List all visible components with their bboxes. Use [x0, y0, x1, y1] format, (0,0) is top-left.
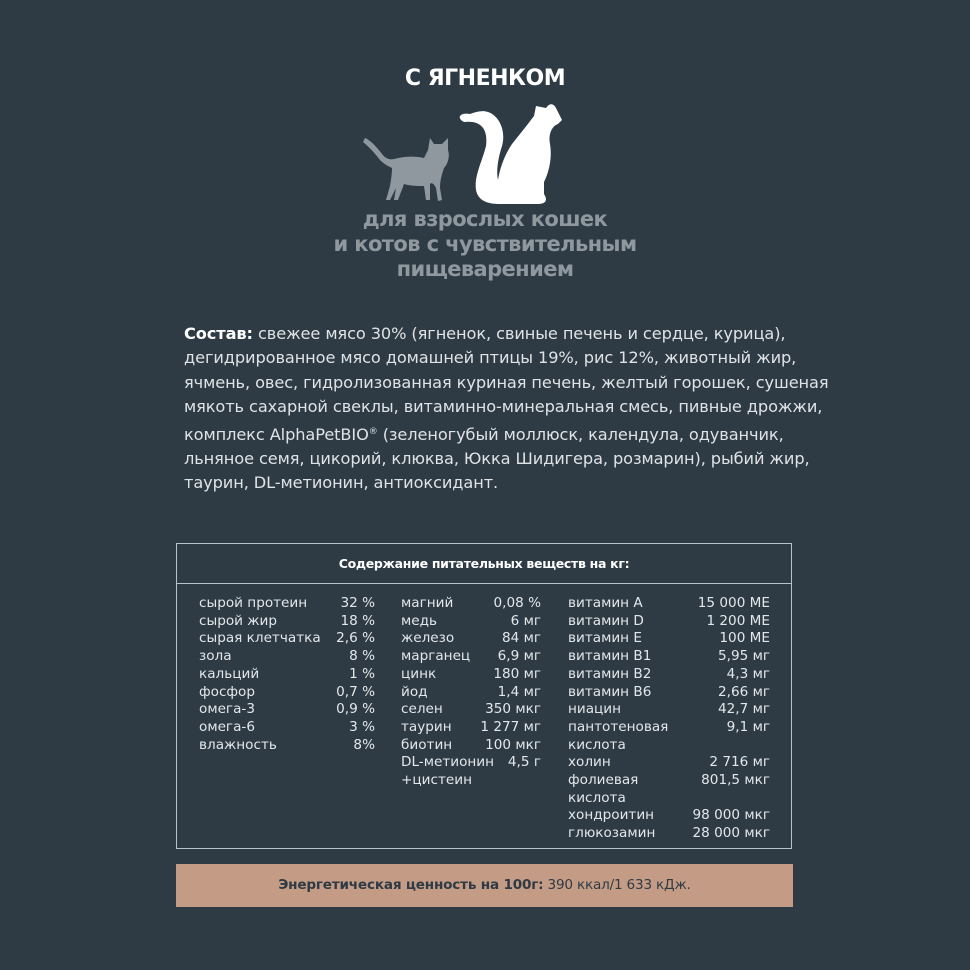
- nutrient-value: 1 %: [349, 665, 375, 682]
- composition-line: ячмень, овес, гидролизованная куриная печень, желтый горошек, сушеная: [184, 372, 829, 392]
- nutrient-name: DL-метионин: [401, 754, 495, 771]
- composition-line: [184, 420, 804, 447]
- nutrient-name: витамин А: [568, 595, 643, 611]
- nutrient-name: витамин Е: [568, 630, 642, 647]
- nutrient-row: [401, 613, 541, 631]
- nutrient-row: [199, 648, 375, 666]
- nutrient-value: 6,9 мг: [497, 648, 541, 665]
- composition-line-text: (зеленогубый моллюск, календула, одуванчик,: [377, 424, 784, 444]
- nutrient-name: биотин: [401, 736, 453, 753]
- nutrient-name: медь: [401, 612, 438, 629]
- product-subtitle: [0, 207, 970, 282]
- kitten-silhouette-icon: [363, 138, 449, 201]
- nutrients-table-title: Содержание питательных веществ на кг:: [177, 544, 791, 584]
- nutrient-value: 0,7 %: [336, 683, 375, 700]
- nutrient-row: [401, 737, 541, 755]
- nutrient-name: сырой жир: [199, 612, 278, 629]
- nutrient-name: витамин В2: [568, 665, 652, 682]
- nutrient-value: 0,9 %: [336, 701, 375, 718]
- nutrient-row: [568, 630, 770, 648]
- nutrient-name: омега-3: [199, 701, 255, 718]
- nutrient-value: 15 000 МЕ: [697, 595, 770, 611]
- nutrient-row: [568, 684, 770, 702]
- nutrient-name: пантотеновая: [568, 718, 669, 735]
- nutrient-name: фосфор: [199, 683, 255, 700]
- nutrient-row: [401, 595, 541, 613]
- nutrient-value: 2 716 мг: [709, 754, 770, 771]
- nutrient-name: сырой протеин: [199, 595, 308, 611]
- nutrient-row: [568, 613, 770, 631]
- nutrient-name: йод: [401, 683, 428, 700]
- nutrients-column-vitamins: [568, 595, 770, 843]
- nutrient-row: [401, 754, 541, 772]
- nutrients-column-minerals: [401, 595, 541, 790]
- nutrient-name: омега-6: [199, 718, 255, 735]
- nutrient-row: [568, 737, 770, 755]
- nutrient-name: кислота: [568, 789, 626, 806]
- nutrient-value: 9,1 мг: [726, 718, 770, 735]
- nutrient-value: 180 мг: [493, 665, 541, 682]
- nutrient-value: 100 МЕ: [719, 630, 770, 647]
- nutrient-value: 4,3 мг: [726, 665, 770, 682]
- nutrient-row: [401, 719, 541, 737]
- nutrient-value: 4,5 г: [507, 754, 541, 771]
- energy-value-bar: [176, 864, 793, 907]
- nutrient-value: 3 %: [349, 718, 375, 735]
- nutrient-row: [199, 684, 375, 702]
- nutrient-value: 1 277 мг: [480, 718, 541, 735]
- nutrient-name: марганец: [401, 648, 471, 665]
- nutrient-name: влажность: [199, 736, 277, 753]
- nutrient-name: ниацин: [568, 701, 622, 718]
- nutrient-row: [199, 719, 375, 737]
- energy-value: 390 ккал/1 633 кДж.: [543, 877, 691, 893]
- subtitle-line: и котов с чувствительным: [333, 232, 637, 256]
- adult-cat-silhouette-icon: [460, 104, 562, 204]
- composition-line: дегидрированное мясо домашней птицы 19%, рис 12%, животный жир,: [184, 348, 797, 368]
- composition-line: [184, 322, 804, 346]
- nutrient-row: [199, 701, 375, 719]
- nutrient-value: 6 мг: [510, 612, 541, 629]
- nutrient-row: [401, 684, 541, 702]
- nutrient-value: 0,08 %: [493, 595, 541, 611]
- nutrient-row: [568, 666, 770, 684]
- nutrient-row: [568, 754, 770, 772]
- nutrient-value: 2,66 мг: [718, 683, 770, 700]
- nutrient-name: магний: [401, 595, 454, 611]
- composition-line-text: свежее мясо 30% (ягненок, свиные печень и сердце, курица),: [252, 324, 786, 343]
- composition-label: Состав:: [184, 324, 253, 343]
- nutrient-value: 42,7 мг: [718, 701, 770, 718]
- nutrient-name: кальций: [199, 665, 260, 682]
- subtitle-line: пищеварением: [396, 257, 574, 281]
- nutrient-value: 8 %: [349, 648, 375, 665]
- nutrient-row: [199, 595, 375, 613]
- nutrient-name: сырая клетчатка: [199, 630, 321, 647]
- nutrient-name: +цистеин: [401, 772, 472, 789]
- nutrient-row: [568, 772, 770, 790]
- nutrient-row: [568, 790, 770, 808]
- nutrient-value: 32 %: [340, 595, 375, 611]
- composition-line: мякоть сахарной свеклы, витаминно-минеральная смесь, пивные дрожжи,: [184, 397, 823, 417]
- energy-label: Энергетическая ценность на 100г:: [278, 877, 544, 893]
- nutrient-value: 1,4 мг: [497, 683, 541, 700]
- nutrient-row: [401, 666, 541, 684]
- nutrient-row: [199, 630, 375, 648]
- nutrient-name: хондроитин: [568, 807, 655, 824]
- nutrient-row: [568, 595, 770, 613]
- nutrient-name: кислота: [568, 736, 626, 753]
- registered-mark: ®: [368, 426, 378, 437]
- composition-line: льняное семя, цикорий, клюква, Юкка Шидигера, розмарин), рыбий жир,: [184, 449, 810, 469]
- nutrient-value: 84 мг: [501, 630, 541, 647]
- subtitle-line: для взрослых кошек: [362, 207, 608, 231]
- nutrient-name: витамин В1: [568, 648, 652, 665]
- composition-line-text: комплекс AlphaPetBIO: [184, 424, 369, 444]
- nutrient-row: [199, 666, 375, 684]
- nutrients-table: [176, 543, 792, 849]
- composition-text: [184, 322, 829, 496]
- product-title: С ЯГНЕНКОМ: [404, 66, 566, 91]
- nutrient-row: [401, 701, 541, 719]
- nutrient-name: фолиевая: [568, 772, 639, 789]
- nutrient-row: [568, 719, 770, 737]
- nutrient-row: [568, 825, 770, 843]
- nutrient-row: [401, 648, 541, 666]
- nutrient-row: [568, 701, 770, 719]
- nutrient-name: зола: [199, 648, 232, 665]
- nutrient-value: 100 мкг: [485, 736, 541, 753]
- nutrient-row: [401, 630, 541, 648]
- nutrient-name: железо: [401, 630, 455, 647]
- nutrient-name: таурин: [401, 718, 452, 735]
- nutrient-value: 5,95 мг: [718, 648, 770, 665]
- nutrient-value: 1 200 МЕ: [706, 612, 770, 629]
- nutrient-name: цинк: [401, 665, 437, 682]
- nutrient-value: 18 %: [340, 612, 375, 629]
- nutrient-name: витамин В6: [568, 683, 652, 700]
- nutrient-name: глюкозамин: [568, 825, 656, 842]
- nutrient-row: [199, 737, 375, 755]
- nutrient-name: витамин D: [568, 612, 644, 629]
- nutrient-value: 98 000 мкг: [692, 807, 770, 824]
- nutrient-row: [199, 613, 375, 631]
- nutrient-name: холин: [568, 754, 611, 771]
- nutrient-row: [568, 807, 770, 825]
- nutrients-column-macros: [199, 595, 375, 754]
- nutrient-value: 801,5 мкг: [701, 772, 770, 789]
- nutrient-value: 2,6 %: [336, 630, 375, 647]
- nutrient-value: 350 мкг: [485, 701, 541, 718]
- nutrient-value: 28 000 мкг: [692, 825, 770, 842]
- nutrient-row: [568, 648, 770, 666]
- cat-silhouettes: [360, 104, 570, 208]
- composition-line: таурин, DL-метионин, антиоксидант.: [184, 473, 499, 493]
- nutrient-name: селен: [401, 701, 443, 718]
- nutrient-row: [401, 772, 541, 790]
- nutrient-value: 8%: [353, 736, 375, 753]
